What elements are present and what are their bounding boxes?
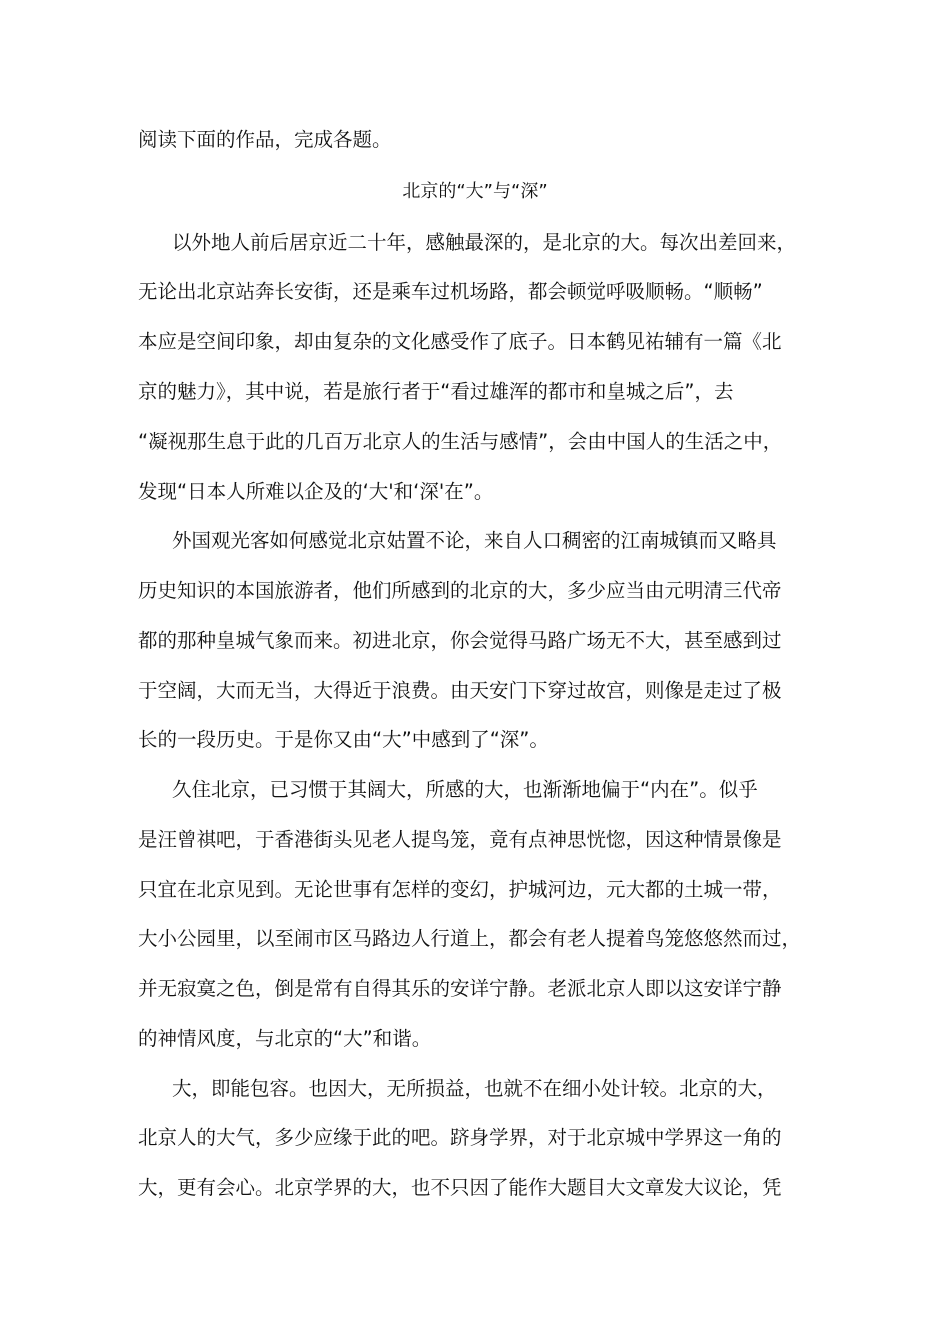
paragraph-1-line-6: 发现“日本人所难以企及的‘大'和‘深'在”。	[138, 480, 494, 503]
paragraph-2-line-2: 历史知识的本国旅游者，他们所感到的北京的大，多少应当由元明清三代帝	[138, 579, 782, 602]
paragraph-4-line-3: 大，更有会心。北京学界的大，也不只因了能作大题目大文章发大议论，凭	[138, 1176, 782, 1199]
paragraph-1-line-5: “凝视那生息于此的几百万北京人的生活与感情”，会由中国人的生活之中，	[138, 430, 783, 453]
paragraph-2-line-5: 长的一段历史。于是你又由“大”中感到了“深”。	[138, 728, 549, 751]
paragraph-3-line-3: 只宜在北京见到。无论世事有怎样的变幻，护城河边，元大都的土城一带，	[138, 878, 782, 901]
paragraph-3-line-5: 并无寂寞之色，倒是常有自得其乐的安详宁静。老派北京人即以这安详宁静	[138, 977, 782, 1000]
article-title: 北京的“大”与“深”	[402, 181, 548, 202]
paragraph-2-line-3: 都的那种皇城气象而来。初进北京，你会觉得马路广场无不大，甚至感到过	[138, 629, 782, 652]
paragraph-3-line-4: 大小公园里，以至闹市区马路边人行道上，都会有老人提着鸟笼悠悠然而过，	[138, 927, 802, 950]
paragraph-1-line-1: 以外地人前后居京近二十年，感触最深的，是北京的大。每次出差回来，	[172, 231, 797, 254]
paragraph-1-line-3: 本应是空间印象，却由复杂的文化感受作了底子。日本鹤见祐辅有一篇《北	[138, 330, 782, 353]
paragraph-4-line-1: 大，即能包容。也因大，无所损益，也就不在细小处计较。北京的大，	[172, 1077, 777, 1100]
paragraph-2-line-4: 于空阔，大而无当，大得近于浪费。由天安门下穿过故宫，则像是走过了极	[138, 679, 782, 702]
paragraph-3-line-2: 是汪曾祺吧，于香港街头见老人提鸟笼，竟有点神思恍惚，因这种情景像是	[138, 828, 782, 851]
instruction-text: 阅读下面的作品，完成各题。	[138, 128, 392, 151]
paragraph-4-line-2: 北京人的大气，多少应缘于此的吧。跻身学界，对于北京城中学界这一角的	[138, 1126, 782, 1149]
paragraph-3-line-1: 久住北京，已习惯于其阔大，所感的大，也渐渐地偏于“内在”。似乎	[172, 778, 758, 801]
paragraph-3-line-6: 的神情风度，与北京的“大”和谐。	[138, 1027, 432, 1050]
paragraph-1-line-2: 无论出北京站奔长安街，还是乘车过机场路，都会顿觉呼吸顺畅。“顺畅”	[138, 280, 763, 303]
paragraph-2-line-1: 外国观光客如何感觉北京姑置不论，来自人口稠密的江南城镇而又略具	[172, 529, 777, 552]
paragraph-1-line-4: 京的魅力》，其中说，若是旅行者于“看过雄浑的都市和皇城之后”，去	[138, 380, 734, 403]
